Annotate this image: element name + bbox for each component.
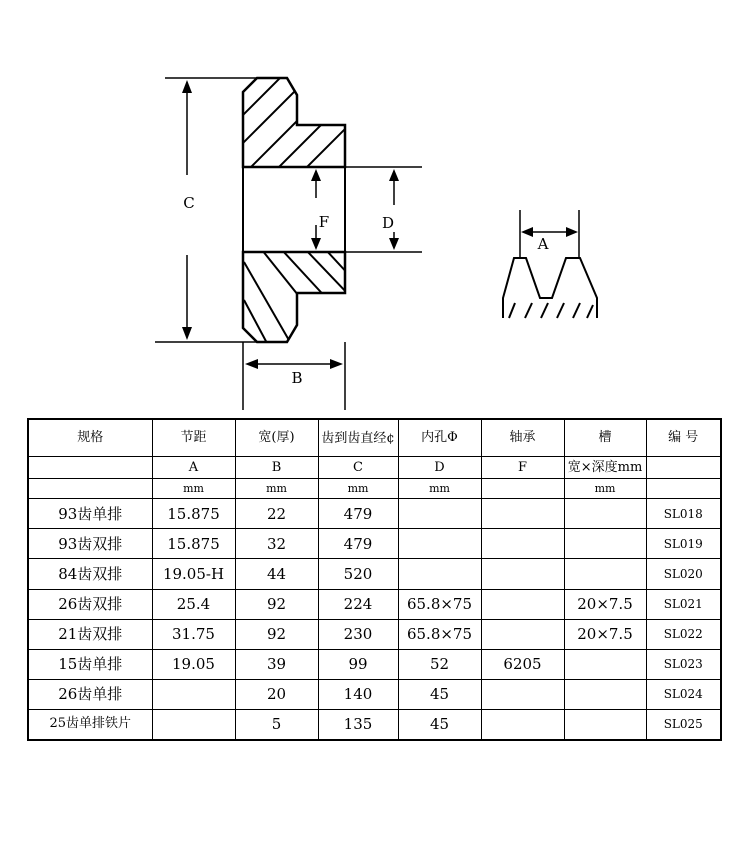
cell-code: SL025 <box>646 709 721 740</box>
table-row <box>28 529 721 559</box>
header-bore: 内孔Φ <box>398 419 481 457</box>
cell-width: 92 <box>235 589 318 619</box>
symbol-cell: 宽×深度mm <box>564 457 646 479</box>
cell-pitch: 15.875 <box>152 499 235 529</box>
cell-spec: 15齿单排 <box>28 649 152 679</box>
cell-pitch: 19.05-H <box>152 559 235 589</box>
unit-cell: mm <box>235 479 318 499</box>
cell-groove <box>564 559 646 589</box>
header-bearing: 轴承 <box>481 419 564 457</box>
symbol-cell <box>28 457 152 479</box>
cell-groove <box>564 709 646 740</box>
table-row <box>28 649 721 679</box>
sprocket-cross-section-drawing <box>0 0 750 415</box>
cell-spec: 21齿双排 <box>28 619 152 649</box>
cell-bore: 65.8×75 <box>398 589 481 619</box>
table-header-row <box>28 419 721 457</box>
cell-width: 20 <box>235 679 318 709</box>
dimension-label-d: D <box>381 214 395 232</box>
dimension-d <box>345 167 422 252</box>
cell-width: 32 <box>235 529 318 559</box>
cell-bore <box>398 499 481 529</box>
cell-bore: 45 <box>398 679 481 709</box>
cell-tip-diameter: 140 <box>318 679 398 709</box>
cell-code: SL021 <box>646 589 721 619</box>
cell-tip-diameter: 479 <box>318 529 398 559</box>
dimension-c <box>155 78 257 342</box>
cell-bore: 65.8×75 <box>398 619 481 649</box>
symbol-cell: F <box>481 457 564 479</box>
cell-tip-diameter: 135 <box>318 709 398 740</box>
dimension-label-f: F <box>318 213 330 231</box>
table-symbol-row <box>28 457 721 479</box>
cell-bore: 45 <box>398 709 481 740</box>
cell-code: SL019 <box>646 529 721 559</box>
cell-groove <box>564 649 646 679</box>
header-width: 宽(厚) <box>235 419 318 457</box>
cell-tip-diameter: 99 <box>318 649 398 679</box>
cell-bearing <box>481 499 564 529</box>
unit-cell <box>646 479 721 499</box>
cell-pitch: 19.05 <box>152 649 235 679</box>
cell-tip-diameter: 224 <box>318 589 398 619</box>
header-pitch: 节距 <box>152 419 235 457</box>
unit-cell: mm <box>564 479 646 499</box>
table-row <box>28 619 721 649</box>
cell-pitch: 25.4 <box>152 589 235 619</box>
cell-spec: 93齿单排 <box>28 499 152 529</box>
cell-bore <box>398 559 481 589</box>
cell-spec: 84齿双排 <box>28 559 152 589</box>
cell-width: 22 <box>235 499 318 529</box>
lower-section-profile <box>243 250 350 345</box>
unit-cell: mm <box>398 479 481 499</box>
cell-tip-diameter: 479 <box>318 499 398 529</box>
symbol-cell: D <box>398 457 481 479</box>
cell-groove: 20×7.5 <box>564 589 646 619</box>
tooth-pitch-detail <box>503 258 597 318</box>
sprocket-spec-table <box>27 418 722 741</box>
cell-code: SL024 <box>646 679 721 709</box>
cell-pitch: 31.75 <box>152 619 235 649</box>
table-row <box>28 589 721 619</box>
header-tip-diameter: 齿到齿直经¢ <box>318 419 398 457</box>
dimension-a <box>520 210 579 258</box>
unit-cell: mm <box>152 479 235 499</box>
cell-code: SL020 <box>646 559 721 589</box>
dimension-label-a: A <box>537 235 549 253</box>
cell-spec: 93齿双排 <box>28 529 152 559</box>
cell-spec: 26齿单排 <box>28 679 152 709</box>
cell-bearing <box>481 559 564 589</box>
symbol-cell: A <box>152 457 235 479</box>
cell-bearing <box>481 709 564 740</box>
dimension-f <box>311 169 321 250</box>
table-unit-row <box>28 479 721 499</box>
cell-pitch <box>152 709 235 740</box>
cell-bearing <box>481 589 564 619</box>
cell-groove <box>564 529 646 559</box>
cell-pitch <box>152 679 235 709</box>
cell-code: SL023 <box>646 649 721 679</box>
cell-code: SL018 <box>646 499 721 529</box>
dimension-label-c: C <box>183 194 195 212</box>
cell-groove: 20×7.5 <box>564 619 646 649</box>
unit-cell <box>28 479 152 499</box>
header-groove: 槽 <box>564 419 646 457</box>
table-row <box>28 679 721 709</box>
cell-width: 92 <box>235 619 318 649</box>
table-row <box>28 499 721 529</box>
header-code: 编 号 <box>646 419 721 457</box>
cell-width: 44 <box>235 559 318 589</box>
cell-bore: 52 <box>398 649 481 679</box>
header-spec: 规格 <box>28 419 152 457</box>
table-row <box>28 559 721 589</box>
symbol-cell: C <box>318 457 398 479</box>
cell-bearing: 6205 <box>481 649 564 679</box>
cell-bearing <box>481 529 564 559</box>
cell-bearing <box>481 619 564 649</box>
cell-spec: 25齿单排铁片 <box>28 709 152 740</box>
cell-bore <box>398 529 481 559</box>
unit-cell <box>481 479 564 499</box>
symbol-cell <box>646 457 721 479</box>
symbol-cell: B <box>235 457 318 479</box>
cell-pitch: 15.875 <box>152 529 235 559</box>
cell-spec: 26齿双排 <box>28 589 152 619</box>
cell-width: 5 <box>235 709 318 740</box>
cell-groove <box>564 679 646 709</box>
cell-code: SL022 <box>646 619 721 649</box>
cell-tip-diameter: 520 <box>318 559 398 589</box>
cell-tip-diameter: 230 <box>318 619 398 649</box>
unit-cell: mm <box>318 479 398 499</box>
cell-bearing <box>481 679 564 709</box>
upper-section-profile <box>240 68 355 168</box>
cell-width: 39 <box>235 649 318 679</box>
cell-groove <box>564 499 646 529</box>
bore-outline <box>243 167 345 252</box>
dimension-label-b: B <box>291 369 303 387</box>
table-row <box>28 709 721 740</box>
